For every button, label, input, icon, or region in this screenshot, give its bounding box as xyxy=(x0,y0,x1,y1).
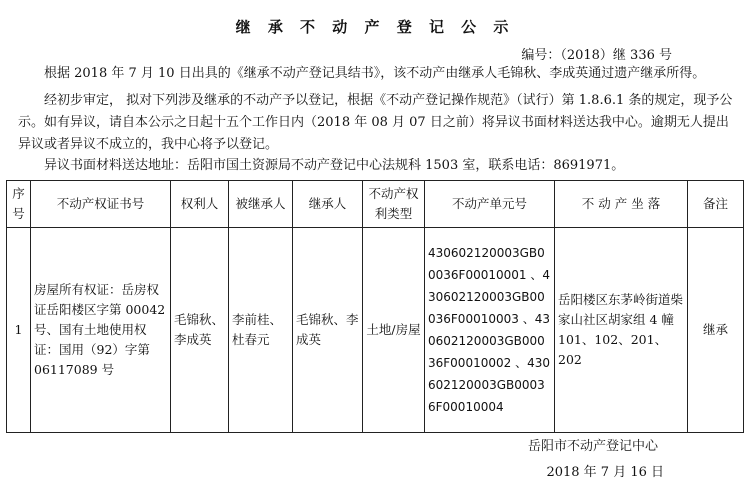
header-heir: 继承人 xyxy=(293,181,363,228)
cell-right-type: 土地/房屋 xyxy=(363,228,425,433)
header-unit-no: 不动产单元号 xyxy=(425,181,555,228)
header-remark: 备注 xyxy=(688,181,744,228)
footer-date: 2018 年 7 月 16 日 xyxy=(546,465,664,480)
footer-organization: 岳阳市不动产登记中心 xyxy=(527,439,658,454)
header-holder: 权利人 xyxy=(171,181,229,228)
paragraph-address: 异议书面材料送达地址：岳阳市国土资源局不动产登记中心法规科 1503 室，联系电话：8691971。 xyxy=(44,158,625,173)
header-decedent: 被继承人 xyxy=(229,181,293,228)
cell-unit-no: 430602120003GB00036F00010001 、430602120003GB00036F00010003 、430602120003GB00036F00010002 、430602120003GB00036F00010004 xyxy=(425,228,555,433)
cell-decedent: 李前桂、杜春元 xyxy=(229,228,293,433)
table-header-row xyxy=(7,181,744,228)
paragraph-basis: 根据 2018 年 7 月 10 日出具的《继承不动产登记具结书》，该不动产由继承人毛锦秋、李成英通过遗产继承所得。 xyxy=(44,66,706,81)
cell-no: 1 xyxy=(7,228,31,433)
paragraph-review: 经初步审定， 拟对下列涉及继承的不动产予以登记，根据《不动产登记操作规范》（试行）第 1.8.6.1 条的规定，现予公示。如有异议，请自本公示之日起十五个工作日内（2018 年 08 月 07 日之前）将异议书面材料送达我中心。逾期无人提出异议或者异议不成立的，我中心将予以登记。 xyxy=(18,93,733,152)
cell-remark: 继承 xyxy=(688,228,744,433)
table-row xyxy=(7,228,744,433)
cell-cert: 房屋所有权证：岳房权证岳阳楼区字第 00042 号、国有土地使用权证：国用（92）字第 06117089 号 xyxy=(31,228,171,433)
cell-holder: 毛锦秋、李成英 xyxy=(171,228,229,433)
cell-location: 岳阳楼区东茅岭街道柴家山社区胡家组 4 幢 101、102、201、202 xyxy=(555,228,688,433)
header-no: 序号 xyxy=(7,181,31,228)
document-number: 编号：（2018）继 336 号 xyxy=(521,48,672,63)
header-right-type: 不动产权利类型 xyxy=(363,181,425,228)
header-cert: 不动产权证书号 xyxy=(31,181,171,228)
document-title: 继 承 不 动 产 登 记 公 示 xyxy=(235,18,515,36)
cell-heir: 毛锦秋、李成英 xyxy=(293,228,363,433)
property-table xyxy=(6,180,744,433)
header-location: 不 动 产 坐 落 xyxy=(555,181,688,228)
